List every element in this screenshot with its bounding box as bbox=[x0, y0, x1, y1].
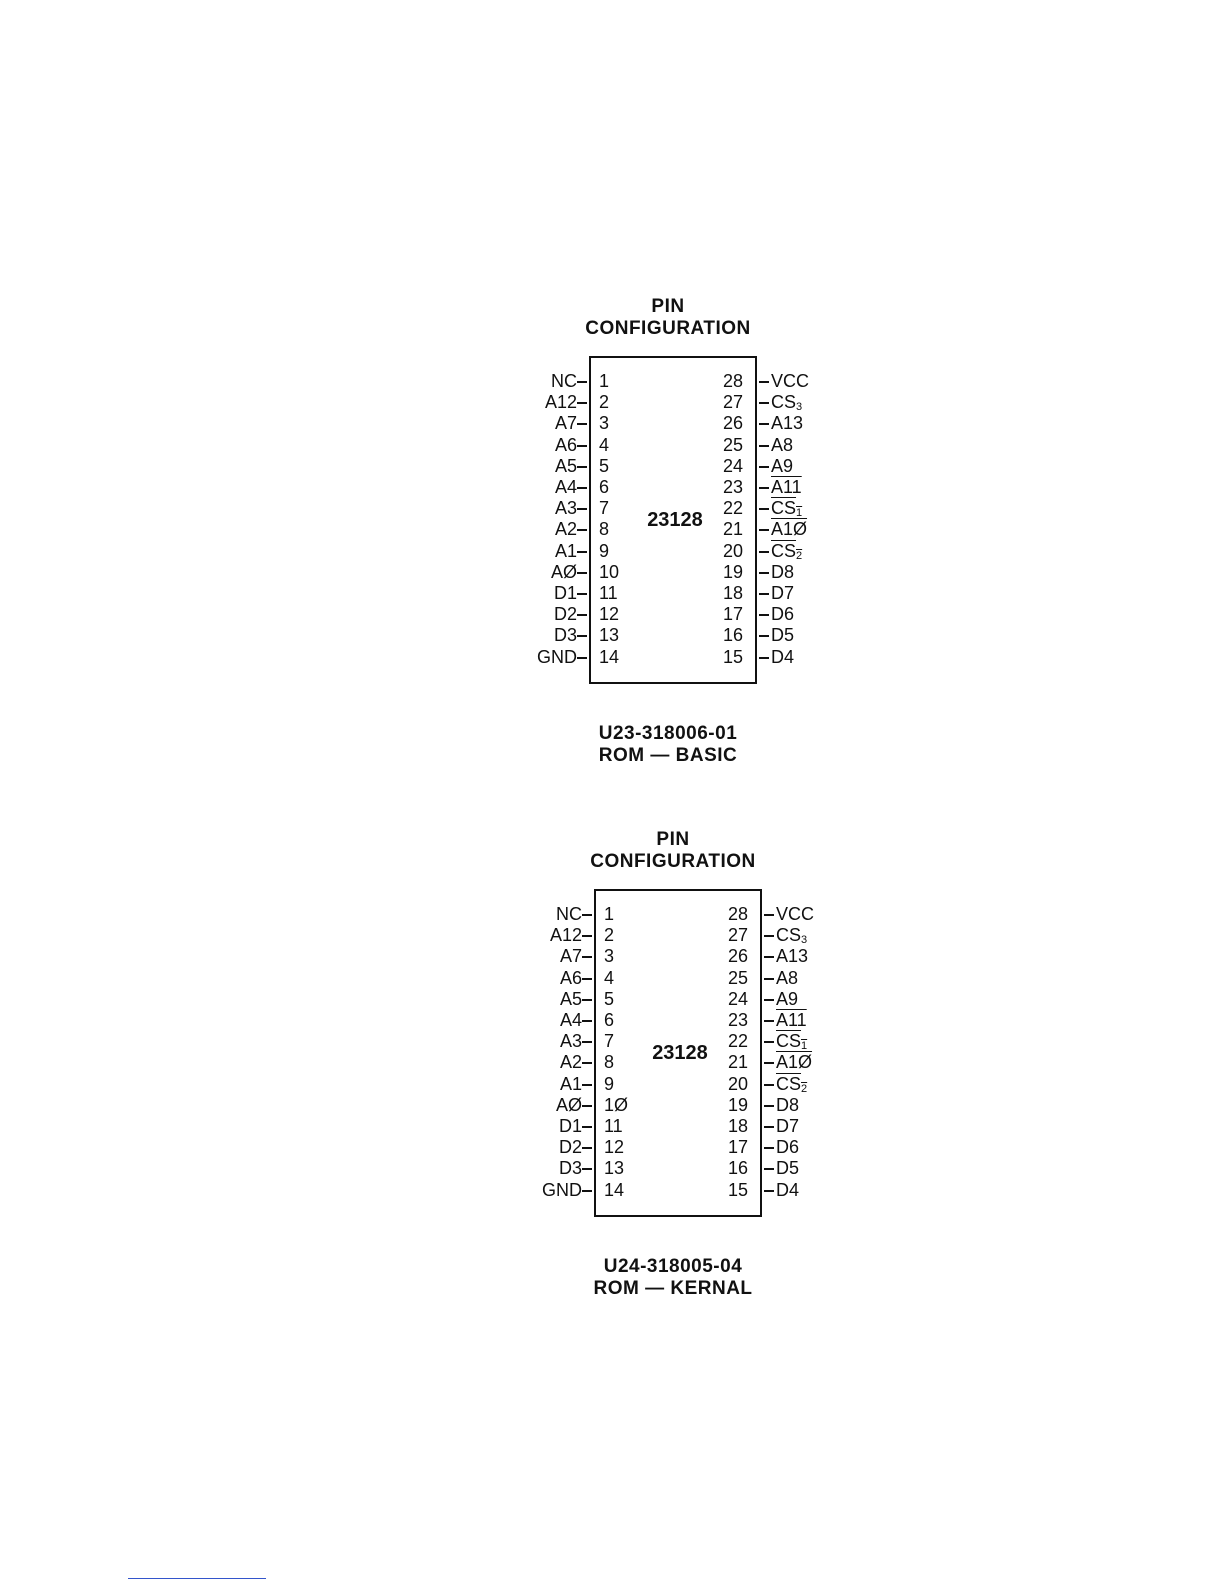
pin-lead bbox=[582, 956, 592, 958]
pin-signal: A6 bbox=[559, 967, 582, 988]
pin-diagram-kernal bbox=[538, 829, 858, 1329]
pin-signal-text: VCC bbox=[771, 371, 810, 391]
pin-row-left bbox=[538, 1137, 658, 1158]
pin-row-right bbox=[718, 1031, 858, 1052]
pin-signal bbox=[771, 477, 802, 498]
pin-signal-name bbox=[771, 562, 794, 582]
pin-diagram-basic bbox=[533, 296, 853, 796]
pin-signal bbox=[776, 1180, 799, 1201]
pin-signal bbox=[776, 1095, 799, 1116]
pin-signal-text: CS bbox=[771, 540, 797, 561]
pin-row-right bbox=[718, 1010, 858, 1031]
pin-lead bbox=[582, 978, 592, 980]
pin-row-right bbox=[718, 904, 858, 925]
pin-row-right bbox=[713, 498, 853, 519]
pin-row-right bbox=[713, 583, 853, 604]
pin-signal-name bbox=[771, 583, 794, 603]
pin-lead bbox=[759, 487, 769, 489]
pin-signal-text: CS bbox=[771, 392, 797, 413]
pin-signal-name bbox=[776, 1180, 799, 1200]
pin-row-left bbox=[533, 477, 653, 498]
pin-row-right bbox=[713, 625, 853, 646]
pin-row-right bbox=[718, 1116, 858, 1137]
pin-row-left bbox=[533, 647, 653, 668]
pin-signal-text: D7 bbox=[771, 583, 795, 603]
pin-number: 10 bbox=[599, 561, 620, 582]
pin-number: 20 bbox=[722, 540, 743, 561]
pin-signal bbox=[771, 583, 794, 604]
pin-number: 5 bbox=[599, 455, 610, 476]
pin-number: 8 bbox=[599, 519, 610, 540]
pin-lead bbox=[764, 978, 774, 980]
pin-signal-name bbox=[771, 647, 794, 667]
pin-lead bbox=[764, 999, 774, 1001]
pin-lead bbox=[582, 1147, 592, 1149]
pin-row-right bbox=[713, 647, 853, 668]
pin-lead bbox=[577, 381, 587, 383]
pin-number: 11 bbox=[604, 1116, 623, 1136]
pin-signal-subscript: 3 bbox=[801, 934, 808, 947]
pin-signal bbox=[771, 371, 809, 392]
pin-row-left bbox=[538, 904, 658, 925]
pin-signal-text: A11 bbox=[771, 477, 802, 497]
pin-row-left bbox=[538, 1180, 658, 1201]
pin-signal-name bbox=[771, 371, 809, 391]
pin-number: 26 bbox=[722, 413, 743, 434]
pin-number: 18 bbox=[727, 1116, 748, 1136]
pin-signal-name bbox=[771, 604, 794, 624]
pin-signal: D1 bbox=[558, 1116, 582, 1136]
pin-number: 22 bbox=[722, 498, 743, 519]
pin-row-left bbox=[533, 435, 653, 456]
pin-lead bbox=[764, 1020, 774, 1022]
pin-signal-name bbox=[771, 392, 802, 412]
pin-number: 6 bbox=[599, 477, 610, 497]
pin-signal-text: CS bbox=[776, 1073, 802, 1094]
pin-row-right bbox=[718, 1074, 858, 1095]
pin-signal-name bbox=[771, 456, 793, 476]
pin-row-left bbox=[538, 1116, 658, 1137]
pin-signal: GND bbox=[542, 1179, 582, 1200]
pin-lead bbox=[577, 657, 587, 659]
pin-signal-name bbox=[776, 946, 808, 966]
pin-lead bbox=[759, 572, 769, 574]
pin-row-left bbox=[533, 498, 653, 519]
pin-signal: A2 bbox=[559, 1052, 582, 1073]
part-number: U23-318006-01 bbox=[598, 723, 738, 744]
pin-lead bbox=[759, 635, 769, 637]
pin-lead bbox=[759, 466, 769, 468]
pin-signal bbox=[776, 1010, 807, 1031]
pin-number: 28 bbox=[722, 371, 743, 391]
pin-lead bbox=[582, 999, 592, 1001]
pin-row-right bbox=[713, 435, 853, 456]
pin-signal: D2 bbox=[558, 1137, 582, 1158]
pin-signal bbox=[776, 1158, 799, 1179]
pin-signal: NC bbox=[556, 904, 582, 924]
pin-number: 6 bbox=[604, 1010, 615, 1030]
pin-lead bbox=[577, 614, 587, 616]
pin-lead bbox=[577, 423, 587, 425]
pin-signal-text: A9 bbox=[771, 455, 794, 476]
part-description: ROM — BASIC bbox=[598, 745, 738, 766]
pin-number: 19 bbox=[727, 1094, 748, 1115]
pin-row-right bbox=[713, 604, 853, 625]
pin-lead bbox=[577, 551, 587, 553]
pin-signal-name bbox=[771, 541, 802, 561]
pin-row-right bbox=[713, 477, 853, 498]
pin-signal-name bbox=[776, 1031, 807, 1051]
pin-signal: A4 bbox=[554, 477, 577, 497]
pin-lead bbox=[577, 635, 587, 637]
pin-signal: A3 bbox=[559, 1031, 582, 1052]
pin-lead bbox=[582, 1084, 592, 1086]
pin-number: 28 bbox=[727, 904, 748, 924]
pin-signal: AØ bbox=[550, 561, 577, 582]
pin-number: 26 bbox=[727, 946, 748, 967]
pin-number: 7 bbox=[604, 1031, 615, 1052]
pin-signal-name bbox=[776, 904, 814, 924]
pin-signal-text: A8 bbox=[771, 434, 794, 455]
pin-number: 17 bbox=[722, 604, 743, 625]
pin-signal bbox=[771, 647, 794, 668]
pin-lead bbox=[577, 466, 587, 468]
pin-row-left bbox=[538, 1010, 658, 1031]
pin-number: 1Ø bbox=[604, 1094, 629, 1115]
pin-signal bbox=[776, 989, 798, 1010]
pin-signal-subscript: 1 bbox=[796, 507, 803, 520]
pin-number: 16 bbox=[722, 625, 743, 646]
pin-lead bbox=[764, 1062, 774, 1064]
pin-number: 23 bbox=[727, 1010, 748, 1030]
pin-lead bbox=[764, 914, 774, 916]
pin-number: 7 bbox=[599, 498, 610, 519]
pin-signal-name bbox=[776, 1137, 799, 1157]
pin-lead bbox=[582, 1062, 592, 1064]
pin-row-right bbox=[718, 925, 858, 946]
diagram-heading-line2: CONFIGURATION bbox=[585, 318, 751, 339]
diagram-heading-line1: PIN bbox=[651, 296, 685, 317]
pin-row-left bbox=[538, 968, 658, 989]
pin-lead bbox=[582, 914, 592, 916]
pin-number: 9 bbox=[604, 1073, 615, 1094]
pin-number: 2 bbox=[604, 925, 615, 946]
pin-signal: NC bbox=[551, 371, 577, 391]
pin-signal-name bbox=[771, 435, 793, 455]
pin-lead bbox=[759, 423, 769, 425]
pin-number: 3 bbox=[604, 946, 615, 967]
pin-lead bbox=[759, 593, 769, 595]
pin-row-right bbox=[718, 989, 858, 1010]
pin-signal bbox=[776, 904, 814, 925]
pin-number: 21 bbox=[727, 1052, 748, 1073]
pin-signal-text: CS bbox=[776, 925, 802, 946]
pin-number: 3 bbox=[599, 413, 610, 434]
pin-lead bbox=[582, 1126, 592, 1128]
pin-signal: A3 bbox=[554, 498, 577, 519]
pin-row-left bbox=[533, 413, 653, 434]
pin-number: 9 bbox=[599, 540, 610, 561]
pin-signal-name bbox=[771, 413, 803, 433]
pin-signal: A1 bbox=[559, 1073, 582, 1094]
pin-number: 1 bbox=[604, 904, 615, 924]
pin-signal: A12 bbox=[549, 925, 582, 946]
pin-signal-name bbox=[771, 498, 802, 518]
pin-row-left bbox=[533, 392, 653, 413]
pin-number: 24 bbox=[727, 988, 748, 1009]
pin-signal-text: D7 bbox=[776, 1116, 800, 1136]
pin-number: 4 bbox=[604, 967, 615, 988]
pin-signal-name bbox=[771, 477, 802, 497]
pin-signal-text: A13 bbox=[776, 946, 809, 967]
pin-signal-text: D4 bbox=[776, 1179, 800, 1200]
pin-row-right bbox=[718, 1158, 858, 1179]
pin-signal bbox=[771, 456, 793, 477]
pin-signal: A4 bbox=[559, 1010, 582, 1030]
pin-number: 24 bbox=[722, 455, 743, 476]
pin-number: 20 bbox=[727, 1073, 748, 1094]
pin-signal-subscript: 1 bbox=[801, 1040, 808, 1053]
pin-row-left bbox=[538, 1158, 658, 1179]
pin-lead bbox=[764, 1105, 774, 1107]
pin-lead bbox=[577, 572, 587, 574]
pin-lead bbox=[582, 1105, 592, 1107]
part-description: ROM — KERNAL bbox=[593, 1278, 753, 1299]
pin-signal bbox=[776, 968, 798, 989]
pin-signal: D3 bbox=[553, 625, 577, 646]
pin-row-right bbox=[718, 946, 858, 967]
pin-signal: A5 bbox=[559, 988, 582, 1009]
pin-row-left bbox=[533, 583, 653, 604]
pin-number: 4 bbox=[599, 434, 610, 455]
pin-number: 5 bbox=[604, 988, 615, 1009]
pin-row-right bbox=[718, 1095, 858, 1116]
pin-row-left bbox=[533, 625, 653, 646]
pin-row-right bbox=[713, 456, 853, 477]
footer-rule bbox=[128, 1578, 266, 1579]
pin-row-right bbox=[713, 562, 853, 583]
pin-signal-name bbox=[776, 1052, 812, 1072]
pin-row-right bbox=[713, 371, 853, 392]
diagram-heading-line2: CONFIGURATION bbox=[590, 851, 756, 872]
pin-signal: A2 bbox=[554, 519, 577, 540]
pin-lead bbox=[582, 1168, 592, 1170]
pin-number: 2 bbox=[599, 392, 610, 413]
pin-signal: A7 bbox=[559, 946, 582, 967]
pin-lead bbox=[764, 956, 774, 958]
pin-lead bbox=[577, 529, 587, 531]
pin-number: 22 bbox=[727, 1031, 748, 1052]
pin-number: 13 bbox=[604, 1158, 625, 1179]
pin-lead bbox=[577, 445, 587, 447]
pin-signal bbox=[771, 413, 803, 434]
pin-signal bbox=[776, 1116, 799, 1137]
pin-signal-text: D8 bbox=[776, 1094, 800, 1115]
pin-lead bbox=[764, 935, 774, 937]
pin-row-right bbox=[713, 541, 853, 562]
pin-number: 13 bbox=[599, 625, 620, 646]
pin-lead bbox=[759, 529, 769, 531]
pin-number: 12 bbox=[604, 1137, 625, 1158]
pin-row-left bbox=[538, 989, 658, 1010]
pin-signal-text: A1Ø bbox=[776, 1052, 813, 1073]
pin-signal-text: A8 bbox=[776, 967, 799, 988]
pin-row-left bbox=[533, 519, 653, 540]
pin-number: 12 bbox=[599, 604, 620, 625]
pin-signal-text: CS bbox=[776, 1031, 802, 1052]
pin-signal-name bbox=[776, 968, 798, 988]
pin-signal bbox=[776, 1137, 799, 1158]
pin-row-left bbox=[533, 456, 653, 477]
pin-signal: A12 bbox=[544, 392, 577, 413]
pin-signal-text: A9 bbox=[776, 988, 799, 1009]
pin-row-right bbox=[713, 413, 853, 434]
pin-signal-subscript: 2 bbox=[796, 549, 803, 562]
part-number: U24-318005-04 bbox=[603, 1256, 743, 1277]
pin-row-left bbox=[538, 1031, 658, 1052]
pin-signal-text: A11 bbox=[776, 1010, 807, 1030]
pin-signal bbox=[771, 625, 794, 646]
chip-label: 23128 bbox=[647, 509, 703, 531]
pin-number: 21 bbox=[722, 519, 743, 540]
pin-lead bbox=[582, 1041, 592, 1043]
pin-number: 1 bbox=[599, 371, 610, 391]
pin-number: 25 bbox=[722, 434, 743, 455]
pin-lead bbox=[759, 402, 769, 404]
pin-lead bbox=[759, 445, 769, 447]
pin-signal bbox=[771, 435, 793, 456]
pin-lead bbox=[582, 1190, 592, 1192]
pin-number: 11 bbox=[599, 583, 618, 603]
pin-number: 14 bbox=[604, 1179, 625, 1200]
pin-row-left bbox=[533, 541, 653, 562]
pin-row-right bbox=[718, 968, 858, 989]
pin-row-right bbox=[718, 1180, 858, 1201]
pin-signal-subscript: 2 bbox=[801, 1082, 808, 1095]
pin-signal-text: A1Ø bbox=[771, 519, 808, 540]
pin-row-right bbox=[718, 1137, 858, 1158]
pin-signal: GND bbox=[537, 646, 577, 667]
pin-signal-text: D5 bbox=[776, 1158, 800, 1179]
pin-row-right bbox=[718, 1052, 858, 1073]
pin-row-left bbox=[538, 946, 658, 967]
pin-signal bbox=[771, 519, 807, 540]
pin-signal-text: D4 bbox=[771, 646, 795, 667]
pin-lead bbox=[577, 402, 587, 404]
pin-number: 27 bbox=[722, 392, 743, 413]
pin-signal: A7 bbox=[554, 413, 577, 434]
pin-signal: A5 bbox=[554, 455, 577, 476]
pin-number: 15 bbox=[727, 1179, 748, 1200]
pin-signal-name bbox=[776, 1010, 807, 1030]
pin-number: 27 bbox=[727, 925, 748, 946]
pin-lead bbox=[577, 508, 587, 510]
pin-row-left bbox=[533, 562, 653, 583]
pin-signal: D1 bbox=[553, 583, 577, 603]
pin-signal-subscript: 3 bbox=[796, 401, 803, 414]
pin-signal-name bbox=[776, 1158, 799, 1178]
pin-row-left bbox=[538, 1052, 658, 1073]
pin-lead bbox=[759, 657, 769, 659]
pin-number: 17 bbox=[727, 1137, 748, 1158]
pin-lead bbox=[759, 508, 769, 510]
pin-number: 16 bbox=[727, 1158, 748, 1179]
pin-signal: D2 bbox=[553, 604, 577, 625]
pin-signal: D3 bbox=[558, 1158, 582, 1179]
pin-lead bbox=[759, 614, 769, 616]
pin-signal: A6 bbox=[554, 434, 577, 455]
pin-signal-name bbox=[776, 1074, 807, 1094]
pin-lead bbox=[764, 1041, 774, 1043]
pin-number: 14 bbox=[599, 646, 620, 667]
pin-signal-name bbox=[776, 1116, 799, 1136]
pin-row-left bbox=[538, 925, 658, 946]
pin-signal-name bbox=[776, 989, 798, 1009]
pin-lead bbox=[577, 593, 587, 595]
pin-signal bbox=[771, 562, 794, 583]
pin-signal-text: D5 bbox=[771, 625, 795, 646]
pin-signal-text: A13 bbox=[771, 413, 804, 434]
pin-signal-text: CS bbox=[771, 498, 797, 519]
pin-row-right bbox=[713, 519, 853, 540]
pin-row-left bbox=[538, 1095, 658, 1116]
pin-signal-text: D8 bbox=[771, 561, 795, 582]
pin-signal bbox=[776, 1052, 812, 1073]
pin-lead bbox=[759, 551, 769, 553]
pin-number: 15 bbox=[722, 646, 743, 667]
pin-number: 23 bbox=[722, 477, 743, 497]
pin-number: 19 bbox=[722, 561, 743, 582]
pin-signal-name bbox=[771, 519, 807, 539]
pin-signal-text: VCC bbox=[776, 904, 815, 924]
pin-row-left bbox=[533, 604, 653, 625]
pin-row-right bbox=[713, 392, 853, 413]
pin-lead bbox=[764, 1190, 774, 1192]
pin-lead bbox=[582, 1020, 592, 1022]
pin-signal bbox=[776, 946, 808, 967]
pin-lead bbox=[764, 1147, 774, 1149]
pin-row-left bbox=[538, 1074, 658, 1095]
pin-signal-name bbox=[776, 925, 807, 945]
pin-lead bbox=[577, 487, 587, 489]
pin-signal: AØ bbox=[555, 1094, 582, 1115]
pin-signal bbox=[771, 604, 794, 625]
pin-number: 8 bbox=[604, 1052, 615, 1073]
pin-number: 18 bbox=[722, 583, 743, 603]
pin-signal-text: D6 bbox=[776, 1137, 800, 1158]
pin-lead bbox=[764, 1126, 774, 1128]
diagram-heading-line1: PIN bbox=[656, 829, 690, 850]
pin-lead bbox=[764, 1168, 774, 1170]
pin-signal: A1 bbox=[554, 540, 577, 561]
pin-number: 25 bbox=[727, 967, 748, 988]
pin-lead bbox=[582, 935, 592, 937]
pin-signal-text: D6 bbox=[771, 604, 795, 625]
pin-signal-name bbox=[771, 625, 794, 645]
pin-lead bbox=[764, 1084, 774, 1086]
pin-row-left bbox=[533, 371, 653, 392]
chip-label: 23128 bbox=[652, 1042, 708, 1064]
pin-lead bbox=[759, 381, 769, 383]
pin-signal-name bbox=[776, 1095, 799, 1115]
